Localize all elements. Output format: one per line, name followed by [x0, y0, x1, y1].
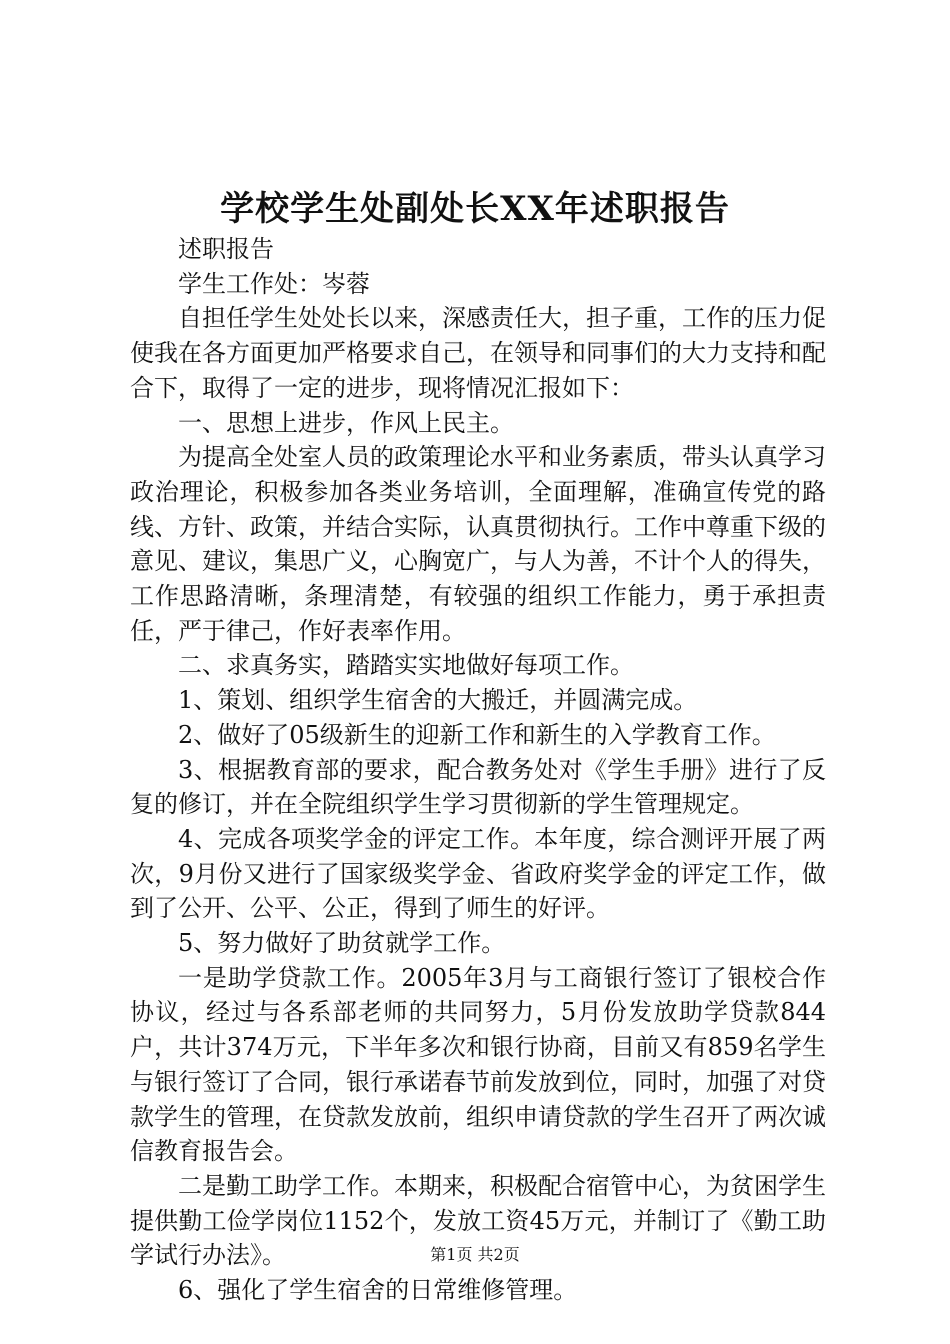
paragraph: 二、求真务实，踏踏实实地做好每项工作。 — [178, 651, 634, 680]
paragraph: 学生工作处：岑蓉 — [178, 269, 370, 298]
paragraph: 自担任学生处处长以来，深感责任大，担子重，工作的压力促使我在各方面更加严格要求自己，在领导和同事们的大力支持和配合下，取得了一定的进步，现将情况汇报如下： — [130, 304, 826, 402]
page-number-footer: 第1页 共2页 — [430, 1245, 520, 1264]
paragraph: 一、思想上进步，作风上民主。 — [178, 408, 514, 437]
paragraph: 4、完成各项奖学金的评定工作。本年度，综合测评开展了两次，9月份又进行了国家级奖学金、省政府奖学金的评定工作，做到了公开、公平、公正，得到了师生的好评。 — [130, 824, 826, 923]
paragraph: 6、强化了学生宿舍的日常维修管理。 — [178, 1276, 578, 1305]
paragraph: 述职报告 — [178, 235, 274, 263]
document-title: 学校学生处副处长XX年述职报告 — [220, 189, 730, 229]
paragraph: 为提高全处室人员的政策理论水平和业务素质，带头认真学习政治理论，积极参加各类业务培训，全面理解，准确宣传党的路线、方针、政策，并结合实际，认真贯彻执行。工作中尊重下级的意见、建议，集思广义，心胸宽广，与人为善，不计个人的得失，工作思路清晰，条理清楚，有较强的组织工作能力，勇于承担责任，严于律己，作好表率作用。 — [130, 443, 826, 645]
paragraph: 二是勤工助学工作。本期来，积极配合宿管中心，为贫困学生提供勤工俭学岗位1152个，发放工资45万元，并制订了《勤工助学试行办法》。 — [130, 1171, 826, 1270]
paragraph: 1、策划、组织学生宿舍的大搬迁，并圆满完成。 — [178, 686, 698, 715]
paragraph: 一是助学贷款工作。2005年3月与工商银行签订了银校合作协议，经过与各系部老师的共同努力，5月份发放助学贷款844户，共计374万元，下半年多次和银行协商，目前又有859名学生与银行签订了合同，银行承诺春节前发放到位，同时，加强了对贷款学生的管理，在贷款发放前，组织申请贷款的学生召开了两次诚信教育报告会。 — [130, 963, 826, 1166]
document-body — [130, 232, 826, 1308]
paragraph: 5、努力做好了助贫就学工作。 — [178, 929, 506, 958]
paragraph: 3、根据教育部的要求，配合教务处对《学生手册》进行了反复的修订，并在全院组织学生学习贯彻新的学生管理规定。 — [130, 755, 826, 819]
paragraph: 2、做好了05级新生的迎新工作和新生的入学教育工作。 — [178, 720, 776, 749]
